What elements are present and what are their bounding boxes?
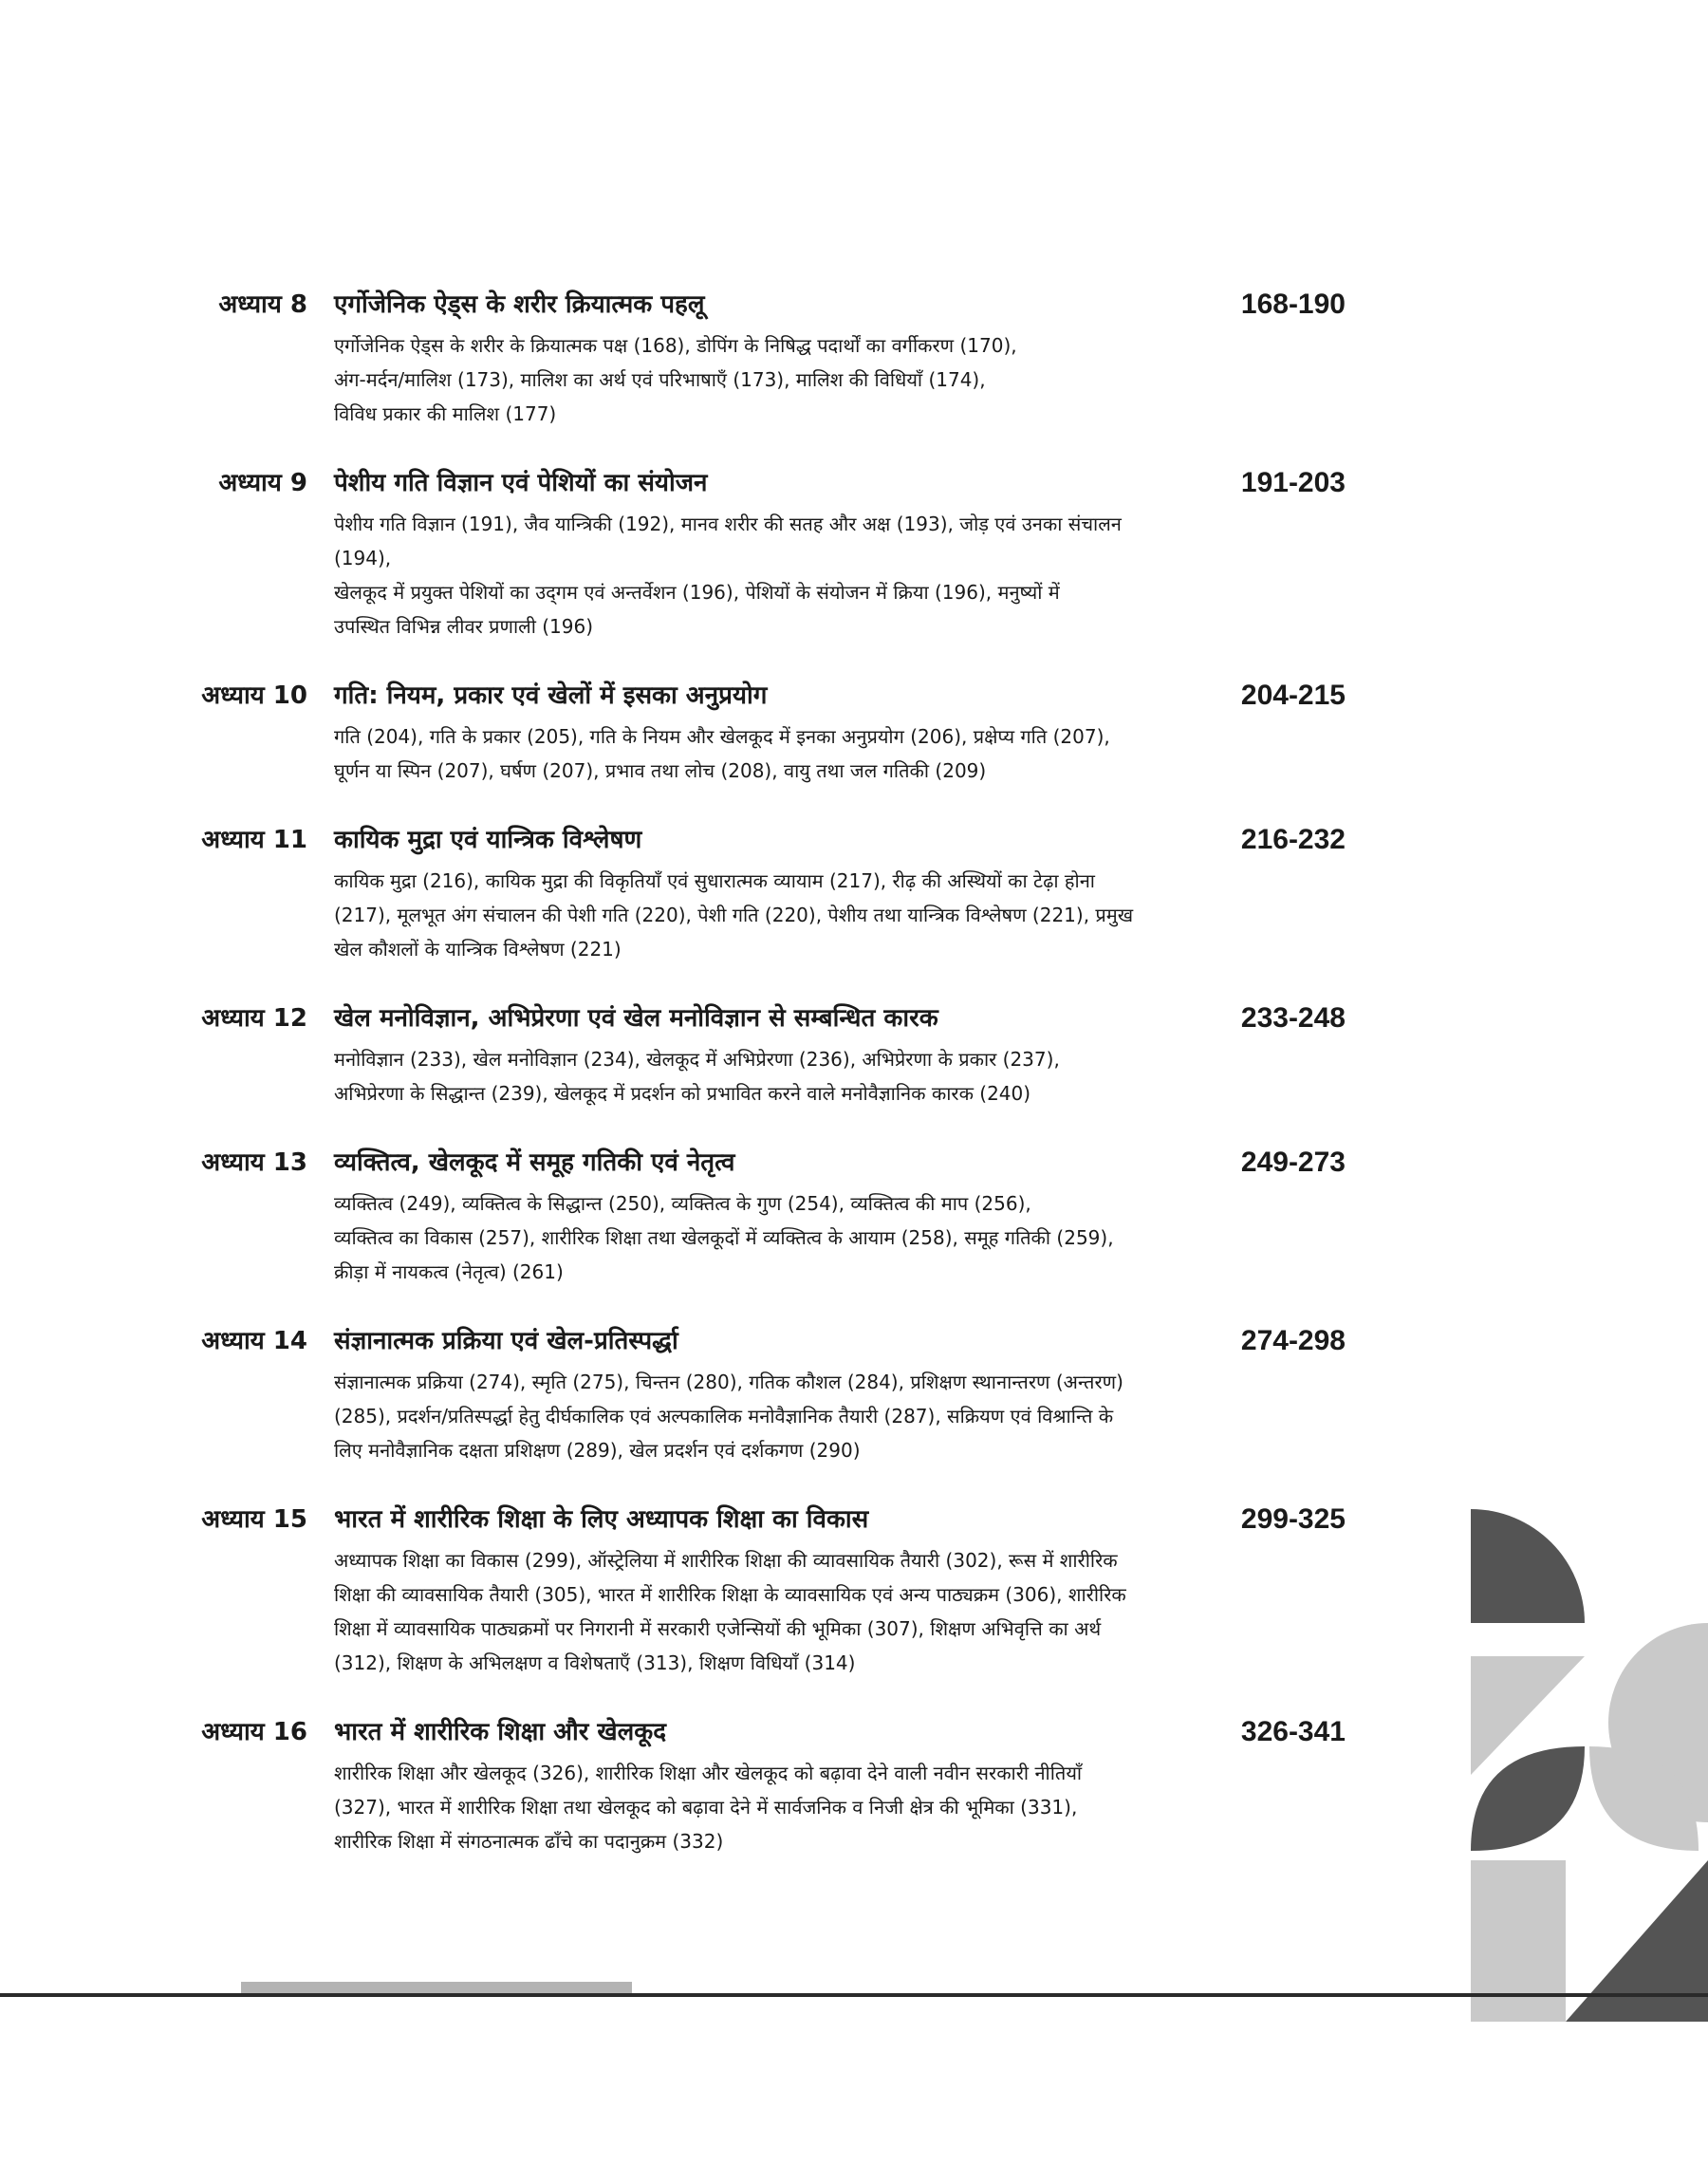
topic-line: शारीरिक शिक्षा और खेलकूद (326), शारीरिक शिक्षा और खेलकूद को बढ़ावा देने वाली नवीन सरकारी नीतियाँ xyxy=(334,1762,1083,1784)
dark-triangle-shape xyxy=(1566,1860,1708,2022)
topic-line: (194), xyxy=(334,547,392,569)
topic-line: गति (204), गति के प्रकार (205), गति के नियम और खेलकूद में इनका अनुप्रयोग (206), प्रक्षेप्य गति (207), xyxy=(334,725,1110,748)
chapter-heading xyxy=(0,1143,1708,1186)
chapter-title: भारत में शारीरिक शिक्षा और खेलकूद xyxy=(334,1718,667,1746)
topic-line: शिक्षा की व्यावसायिक तैयारी (305), भारत में शारीरिक शिक्षा के व्यावसायिक एवं अन्य पाठ्यक्रम (306), शारीरिक xyxy=(334,1583,1126,1606)
chapter-topics xyxy=(334,1543,1359,1680)
chapter-heading xyxy=(0,676,1708,719)
topic-line: कायिक मुद्रा (216), कायिक मुद्रा की विकृतियाँ एवं सुधारात्मक व्यायाम (217), रीढ़ की अस्थियों का टेढ़ा होना xyxy=(334,869,1095,892)
chapter-title: खेल मनोविज्ञान, अभिप्रेरणा एवं खेल मनोविज्ञान से सम्बन्धित कारक xyxy=(334,1004,938,1033)
chapter-label: अध्याय 9 xyxy=(218,469,307,497)
chapter-topics xyxy=(334,507,1359,644)
topic-line: शिक्षा में व्यावसायिक पाठ्यक्रमों पर निगरानी में सरकारी एजेन्सियों की भूमिका (307), शिक्षण अभिवृत्ति का अर्थ xyxy=(334,1617,1102,1640)
chapter-title: एर्गोजेनिक ऐड्स के शरीर क्रियात्मक पहलू xyxy=(334,290,705,319)
topic-line: शारीरिक शिक्षा में संगठनात्मक ढाँचे का पदानुक्रम (332) xyxy=(334,1830,724,1853)
topic-line: खेलकूद में प्रयुक्त पेशियों का उद्‌गम एवं अन्तर्वेशन (196), पेशियों के संयोजन में क्रिया (196), मनुष्यों में xyxy=(334,581,1060,604)
chapter-title: पेशीय गति विज्ञान एवं पेशियों का संयोजन xyxy=(334,469,708,497)
topic-line: (285), प्रदर्शन/प्रतिस्पर्द्धा हेतु दीर्घकालिक एवं अल्पकालिक मनोवैज्ञानिक तैयारी (287), सक्रियण एवं विश्रान्ति के xyxy=(334,1405,1114,1427)
chapter-label: अध्याय 13 xyxy=(201,1148,307,1177)
chapter-title: गति: नियम, प्रकार एवं खेलों में इसका अनुप्रयोग xyxy=(334,681,768,710)
topic-line: व्यक्तित्व (249), व्यक्तित्व के सिद्धान्त (250), व्यक्तित्व के गुण (254), व्यक्तित्व की माप (256), xyxy=(334,1192,1031,1215)
topic-line: अंग-मर्दन/मालिश (173), मालिश का अर्थ एवं परिभाषाएँ (173), मालिश की विधियाँ (174), xyxy=(334,368,986,391)
topic-line: क्रीड़ा में नायकत्व (नेतृत्व) (261) xyxy=(334,1260,564,1283)
chapter-label: अध्याय 8 xyxy=(218,290,307,319)
chapter-topics xyxy=(334,864,1359,966)
chapter-label: अध्याय 15 xyxy=(201,1505,307,1534)
chapter-pages: 168-190 xyxy=(1240,289,1346,320)
topic-line: (327), भारत में शारीरिक शिक्षा तथा खेलकूद को बढ़ावा देने में सार्वजनिक व निजी क्षेत्र की भूमिका (331), xyxy=(334,1796,1078,1819)
light-square-shape xyxy=(1471,1860,1566,2022)
chapter-label: अध्याय 16 xyxy=(201,1718,307,1746)
chapter-title: व्यक्तित्व, खेलकूद में समूह गतिकी एवं नेतृत्व xyxy=(334,1148,735,1177)
topic-line: व्यक्तित्व का विकास (257), शारीरिक शिक्षा तथा खेलकूदों में व्यक्तित्व के आयाम (258), समूह गतिकी (259), xyxy=(334,1226,1114,1249)
topic-line: (312), शिक्षण के अभिलक्षण व विशेषताएँ (313), शिक्षण विधियाँ (314) xyxy=(334,1651,856,1674)
chapter-entry xyxy=(0,1321,1708,1467)
footer-rule xyxy=(0,1993,1708,1997)
chapter-heading xyxy=(0,285,1708,328)
chapter-topics xyxy=(334,1042,1359,1110)
chapter-label: अध्याय 12 xyxy=(201,1004,307,1033)
dark-quarter-shape xyxy=(1471,1509,1585,1623)
chapter-title: भारत में शारीरिक शिक्षा के लिए अध्यापक शिक्षा का विकास xyxy=(334,1505,869,1534)
chapter-heading xyxy=(0,998,1708,1042)
topic-line: पेशीय गति विज्ञान (191), जैव यान्त्रिकी (192), मानव शरीर की सतह और अक्ष (193), जोड़ एवं उनका संचालन xyxy=(334,513,1122,535)
chapter-entry xyxy=(0,820,1708,966)
chapter-pages: 326-341 xyxy=(1240,1716,1346,1747)
chapter-pages: 299-325 xyxy=(1240,1503,1346,1535)
topic-line: मनोविज्ञान (233), खेल मनोविज्ञान (234), खेलकूद में अभिप्रेरणा (236), अभिप्रेरणा के प्रकार (237), xyxy=(334,1048,1060,1071)
chapter-pages: 274-298 xyxy=(1240,1325,1346,1356)
chapter-label: अध्याय 14 xyxy=(201,1327,307,1355)
topic-line: (217), मूलभूत अंग संचालन की पेशी गति (220), पेशी गति (220), पेशीय तथा यान्त्रिक विश्लेषण (221), प्रमुख xyxy=(334,904,1134,926)
topic-line: खेल कौशलों के यान्त्रिक विश्लेषण (221) xyxy=(334,938,622,961)
dark-leaf-shape xyxy=(1471,1746,1585,1851)
chapter-heading xyxy=(0,463,1708,507)
chapter-entry xyxy=(0,998,1708,1110)
topic-line: लिए मनोवैज्ञानिक दक्षता प्रशिक्षण (289), खेल प्रदर्शन एवं दर्शकगण (290) xyxy=(334,1439,861,1462)
chapter-pages: 191-203 xyxy=(1240,467,1346,498)
chapter-pages: 216-232 xyxy=(1240,824,1346,855)
topic-line: अध्यापक शिक्षा का विकास (299), ऑस्ट्रेलिया में शारीरिक शिक्षा की व्यावसायिक तैयारी (302), रूस में शारीरिक xyxy=(334,1549,1118,1572)
chapter-pages: 249-273 xyxy=(1240,1147,1346,1178)
chapter-topics xyxy=(334,1186,1359,1289)
chapter-entry xyxy=(0,676,1708,788)
topic-line: उपस्थित विभिन्न लीवर प्रणाली (196) xyxy=(334,615,594,638)
topic-line: अभिप्रेरणा के सिद्धान्त (239), खेलकूद में प्रदर्शन को प्रभावित करने वाले मनोवैज्ञानिक कारक (240) xyxy=(334,1082,1031,1105)
topic-line: एर्गोजेनिक ऐड्स के शरीर के क्रियात्मक पक्ष (168), डोपिंग के निषिद्ध पदार्थों का वर्गीकरण (170), xyxy=(334,334,1017,357)
chapter-label: अध्याय 11 xyxy=(201,826,307,854)
chapter-heading xyxy=(0,820,1708,864)
chapter-entry xyxy=(0,463,1708,644)
chapter-topics xyxy=(334,1365,1359,1467)
topic-line: विविध प्रकार की मालिश (177) xyxy=(334,402,557,425)
decorative-shapes xyxy=(1452,1509,1708,2022)
topic-line: संज्ञानात्मक प्रक्रिया (274), स्मृति (275), चिन्तन (280), गतिक कौशल (284), प्रशिक्षण स्थानान्तरण (अन्तरण) xyxy=(334,1371,1123,1393)
chapter-pages: 204-215 xyxy=(1240,680,1346,711)
chapter-heading xyxy=(0,1321,1708,1365)
chapter-topics xyxy=(334,719,1359,788)
chapter-pages: 233-248 xyxy=(1240,1002,1346,1034)
chapter-label: अध्याय 10 xyxy=(201,681,307,710)
topic-line: घूर्णन या स्पिन (207), घर्षण (207), प्रभाव तथा लोच (208), वायु तथा जल गतिकी (209) xyxy=(334,759,987,782)
chapter-title: कायिक मुद्रा एवं यान्त्रिक विश्लेषण xyxy=(334,826,642,854)
chapter-entry xyxy=(0,1143,1708,1289)
chapter-topics xyxy=(334,1756,1359,1858)
chapter-entry xyxy=(0,285,1708,431)
chapter-title: संज्ञानात्मक प्रक्रिया एवं खेल-प्रतिस्पर्द्धा xyxy=(334,1327,678,1355)
chapter-topics xyxy=(334,328,1359,431)
